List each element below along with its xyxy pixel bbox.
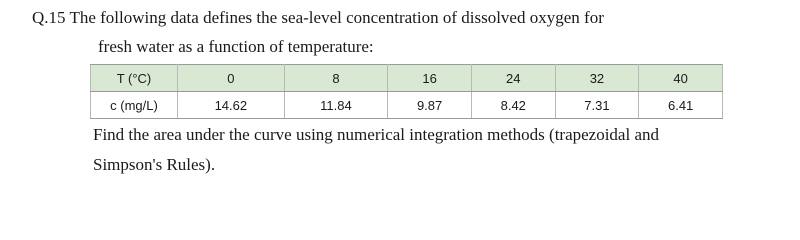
question-line-2: fresh water as a function of temperature: [98,37,374,56]
table-cell: 24 [471,65,555,92]
question-line-4: Simpson's Rules). [93,155,216,174]
table-cell: 16 [388,65,472,92]
table-cell: 11.84 [284,92,388,119]
table-cell: 0 [178,65,285,92]
row-header-temperature: T (°C) [91,65,178,92]
table-cell: 6.41 [639,92,723,119]
data-table [90,64,723,119]
table-cell: 32 [555,65,639,92]
question-line-1: Q.15 The following data defines the sea-level concentration of dissolved oxygen for [32,8,604,27]
table-cell: 40 [639,65,723,92]
table-cell: 14.62 [178,92,285,119]
table-cell: 8 [284,65,388,92]
table-row-concentration [91,92,723,119]
table-cell: 7.31 [555,92,639,119]
row-header-concentration: c (mg/L) [91,92,178,119]
question-line-3: Find the area under the curve using numerical integration methods (trapezoidal and [93,125,659,144]
table-cell: 8.42 [471,92,555,119]
table-cell: 9.87 [388,92,472,119]
table-row-temperature [91,65,723,92]
